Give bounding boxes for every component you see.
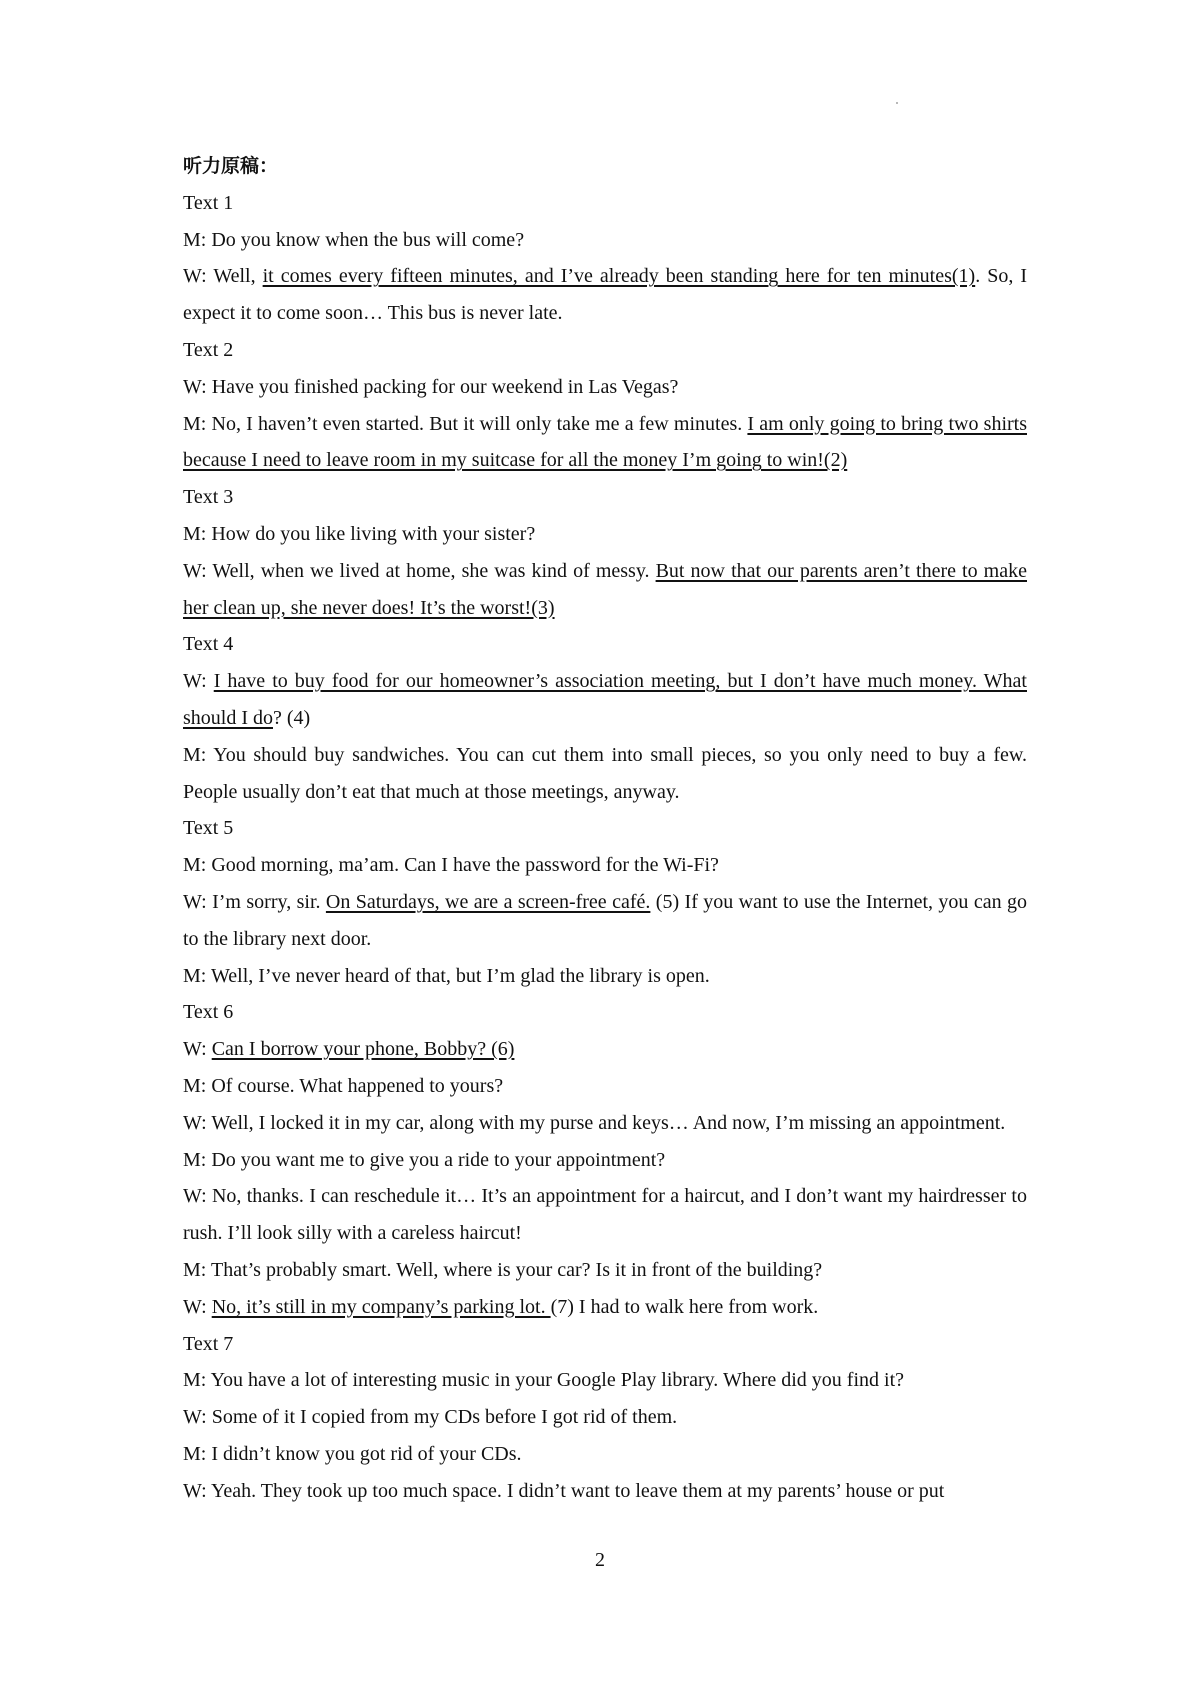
line-text: W: No, thanks. I can reschedule it… It’s an appointment for a haircut, and I don’t want my hairdresser to rush. I’ll look silly with a careless haircut!	[183, 1185, 1027, 1245]
dialogue-line	[183, 1252, 1027, 1289]
transcript-body	[183, 185, 1027, 1510]
answer-underline: it comes every fifteen minutes, and I’ve already been standing here for ten minutes(1)	[262, 265, 976, 288]
line-text: W: Yeah. They took up too much space. I didn’t want to leave them at my parents’ house or put	[183, 1479, 945, 1502]
line-text: M: You should buy sandwiches. You can cut them into small pieces, so you only need to buy a few. People usually don’t eat that much at those meetings, anyway.	[183, 743, 1027, 803]
text-label	[183, 1326, 1027, 1363]
line-text: (5) If you want to use the Internet, you can go to the library next door.	[183, 890, 1027, 950]
dialogue-line	[183, 553, 1027, 627]
line-text: W:	[183, 670, 214, 693]
dialogue-line	[183, 1399, 1027, 1436]
dialogue-line	[183, 1068, 1027, 1105]
document-page	[183, 148, 1027, 1509]
dialogue-line	[183, 222, 1027, 259]
line-text: W: Well,	[183, 265, 263, 288]
text-label	[183, 810, 1027, 847]
dialogue-line	[183, 1362, 1027, 1399]
line-text: M: That’s probably smart. Well, where is your car? Is it in front of the building?	[183, 1258, 823, 1281]
line-text: W: Well, I locked it in my car, along with my purse and keys… And now, I’m missing an appointment.	[183, 1111, 1006, 1134]
line-text: M: How do you like living with your sister?	[183, 522, 536, 545]
text-label	[183, 626, 1027, 663]
line-text: W: Some of it I copied from my CDs before I got rid of them.	[183, 1406, 678, 1429]
dialogue-line	[183, 1473, 1027, 1510]
line-text: M: Well, I’ve never heard of that, but I’m glad the library is open.	[183, 964, 710, 987]
answer-underline: No, it’s still in my company’s parking lot.	[211, 1295, 551, 1318]
dialogue-line	[183, 369, 1027, 406]
dialogue-line	[183, 1142, 1027, 1179]
line-text: W:	[183, 1038, 212, 1061]
dialogue-line	[183, 1031, 1027, 1068]
line-text: W: Have you finished packing for our weekend in Las Vegas?	[183, 375, 679, 398]
dialogue-line	[183, 1436, 1027, 1473]
dialogue-line	[183, 516, 1027, 553]
dialogue-line	[183, 737, 1027, 811]
text-label	[183, 185, 1027, 222]
line-text: M: No, I haven’t even started. But it will only take me a few minutes.	[183, 412, 748, 435]
line-text: (7) I had to walk here from work.	[550, 1295, 819, 1318]
answer-underline: On Saturdays, we are a screen-free café.	[325, 890, 651, 913]
answer-underline: Can I borrow your phone, Bobby? (6)	[211, 1038, 515, 1061]
dialogue-line	[183, 884, 1027, 958]
dialogue-line	[183, 406, 1027, 480]
section-heading: 听力原稿：	[183, 155, 279, 177]
line-text: W: Well, when we lived at home, she was kind of messy.	[183, 559, 656, 582]
line-text: . So, I expect it to come soon… This bus is never late.	[183, 265, 1027, 325]
dialogue-line	[183, 1289, 1027, 1326]
dialogue-line	[183, 663, 1027, 737]
line-text: Text 6	[183, 1001, 234, 1024]
line-text: Text 1	[183, 191, 234, 214]
line-text: W:	[183, 1295, 212, 1318]
answer-underline: I am only going to bring two shirts because I need to leave room in my suitcase for all the money I’m going to win!(2)	[183, 412, 1027, 472]
dialogue-line	[183, 1105, 1027, 1142]
page-number: 2	[595, 1549, 605, 1571]
answer-underline: But now that our parents aren’t there to make her clean up, she never does! It’s the worst!(3)	[183, 559, 1027, 619]
line-text: ? (4)	[273, 706, 311, 729]
line-text: Text 2	[183, 338, 234, 361]
line-text: Text 5	[183, 817, 234, 840]
scan-speck	[896, 102, 898, 104]
text-label	[183, 994, 1027, 1031]
dialogue-line	[183, 1178, 1027, 1252]
line-text: M: Good morning, ma’am. Can I have the password for the Wi-Fi?	[183, 854, 719, 877]
line-text: W: I’m sorry, sir.	[183, 890, 326, 913]
line-text: M: Of course. What happened to yours?	[183, 1074, 504, 1097]
dialogue-line	[183, 258, 1027, 332]
line-text: M: I didn’t know you got rid of your CDs.	[183, 1442, 522, 1465]
dialogue-line	[183, 958, 1027, 995]
text-label	[183, 332, 1027, 369]
line-text: M: Do you know when the bus will come?	[183, 228, 525, 251]
line-text: M: Do you want me to give you a ride to your appointment?	[183, 1148, 666, 1171]
line-text: Text 7	[183, 1332, 234, 1355]
line-text: Text 4	[183, 633, 234, 656]
text-label	[183, 479, 1027, 516]
answer-underline: I have to buy food for our homeowner’s association meeting, but I don’t have much money. What should I do	[183, 670, 1027, 729]
line-text: Text 3	[183, 486, 234, 509]
dialogue-line	[183, 847, 1027, 884]
line-text: M: You have a lot of interesting music in your Google Play library. Where did you find it?	[183, 1369, 904, 1392]
